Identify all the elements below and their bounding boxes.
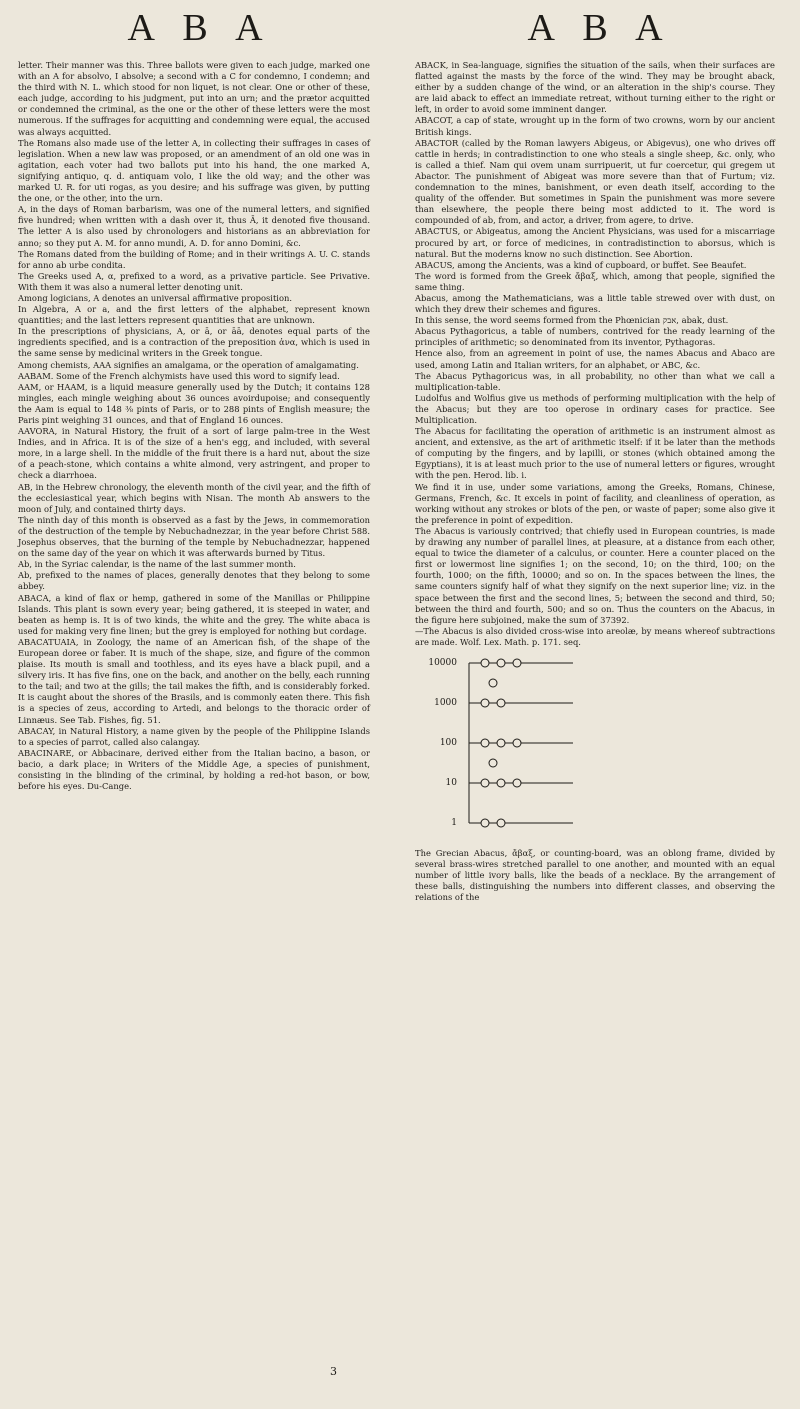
entry-paragraph: Ludolfus and Wolfius give us methods of performing multiplication with the help of the Abacus; but they are too operose in ordinary cases for practice. See Multiplication.	[415, 392, 775, 425]
entry-paragraph: AABAM. Some of the French alchymists have used this word to signify lead.	[18, 370, 340, 381]
abacus-counter	[481, 819, 489, 827]
entry-paragraph: The word is formed from the Greek ἄβαξ, which, among that people, signified the same thing.	[415, 270, 775, 292]
abacus-line-label: 1	[451, 817, 457, 828]
abacus-line-label: 1000	[434, 697, 457, 708]
entry-paragraph: AB, in the Hebrew chronology, the eleventh month of the civil year, and the fifth of the ecclesiastical year, which begins with Nisan. The month Ab answers to the moon of July, and contained thirty days.	[18, 481, 370, 514]
abacus-counter	[481, 779, 489, 787]
entry-paragraph: Hence also, from an agreement in point of use, the names Abacus and Abaco are used, among Latin and Italian writers, for an alphabet, or ABC, &c.	[415, 348, 775, 370]
entry-paragraph: letter. Their manner was this. Three ballots were given to each judge, marked one with an A for absolvo, I absolve; a second with a C for condemno, I condemn; and the third with N. L. which stood for non liquet, is not clear. One or other of these, each judge, according to his judgment, put into an urn; and the prætor acquitted or condemned the criminal, as the one or the other of these letters were the most numerous. If the suffrages for acquitting and condemning were equal, the accused was always acquitted.	[18, 60, 370, 137]
entry-paragraph: ABACOT, a cap of state, wrought up in the form of two crowns, worn by our ancient British kings.	[415, 115, 775, 137]
page-catchword: 3	[330, 1365, 337, 1378]
left-column	[18, 60, 370, 792]
entry-paragraph: The Abacus Pythagoricus was, in all probability, no other than what we call a multiplication-table.	[415, 370, 775, 392]
abacus-line-label: 10	[445, 777, 457, 788]
entry-paragraph: Ab, in the Syriac calendar, is the name of the last summer month.	[18, 559, 296, 570]
entry-paragraph: AAM, or HAAM, is a liquid measure generally used by the Dutch; it contains 128 mingles, each mingle weighing about 36 ounces avoirdupoise; and consequently the Aam is equal to 148 ⅜ pints of Paris, or to 288 pints of English measure; the Paris pint weighing 31 ounces, and that of England 16 ounces.	[18, 381, 370, 425]
abacus-counter	[481, 659, 489, 667]
abacus-figure	[415, 654, 775, 844]
entry-paragraph: —The Abacus is also divided cross-wise into areolæ, by means whereof subtractions are made. Wolf. Lex. Math. p. 171. seq.	[415, 625, 775, 647]
entry-paragraph: In this sense, the word seems formed from the Phœnician אבק, abak, dust.	[415, 315, 729, 326]
abacus-counter	[481, 739, 489, 747]
abacus-line-label: 10000	[428, 657, 457, 668]
entry-paragraph: A, in the days of Roman barbarism, was one of the numeral letters, and signified five hundred; when written with a dash over it, thus Ā, it denoted five thousand. The letter A is also used by chronologers and historians as an abbreviation for anno; so they put A. M. for anno mundi, A. D. for anno Domini, &c.	[18, 204, 370, 248]
entry-paragraph: ABACK, in Sea-language, signifies the situation of the sails, when their surfaces are flatted against the masts by the force of the wind. They may be brought aback, either by a sudden change of the wind, or an alteration in the ship's course. They are laid aback to effect an immediate retreat, without turning either to the right or left, in order to avoid some imminent danger.	[415, 60, 775, 115]
entry-paragraph: Ab, prefixed to the names of places, generally denotes that they belong to some abbey.	[18, 570, 370, 592]
entry-paragraph: Among chemists, AAA signifies an amalgama, or the operation of amalgamating.	[18, 359, 359, 370]
entry-paragraph: ABACAY, in Natural History, a name given by the people of the Philippine Islands to a species of parrot, called also calangay.	[18, 725, 370, 747]
abacus-counter	[513, 659, 521, 667]
entry-paragraph: The Abacus is variously contrived; that chiefly used in European countries, is made by drawing any number of parallel lines, at pleasure, at a distance from each other, equal to twice the diameter of a calculus, or counter. Here a counter placed on the first or lowermost line signifies 1; on the second, 10; on the third, 100; on the fourth, 1000; on the fifth, 10000; and so on. In the spaces between the lines, the same counters signify half of what they signify on the next superior line; viz. in the space between the first and the second lines, 5; between the second and third, 50; between the third and fourth, 500; and so on. Thus the counters on the Abacus, in the figure here subjoined, make the sum of 37392.	[415, 525, 775, 625]
entry-paragraph: In the prescriptions of physicians, A, or ā, or āā, denotes equal parts of the ingredients specified, and is a contraction of the preposition ἀνα, which is used in the same sense by medicinal writers in the Greek tongue.	[18, 326, 370, 359]
entry-paragraph: ABACATUAIA, in Zoology, the name of an American fish, of the shape of the European doree or faber. It is much of the shape, size, and figure of the common plaise. Its mouth is small and toothless, and its eyes have a black pupil, and a silvery iris. It has five fins, one on the back, and another on the belly, each running to the tail; and two at the gills; the tail makes the fifth, and is considerably forked. It is caught about the shores of the Brasils, and is commonly eaten there. This fish is a species of zeus, according to Artedi, and belongs to the thoracic order of Linnæus. See Tab. Fishes, fig. 51.	[18, 636, 370, 725]
entry-paragraph: Abacus, among the Mathematicians, was a little table strewed over with dust, on which they drew their schemes and figures.	[415, 292, 775, 315]
entry-paragraph: ABACTOR (called by the Roman lawyers Abigeus, or Abigevus), one who drives off cattle in herds; in contradistinction to one who steals a single sheep, &c. only, who is called a thief. Nam qui ovem unam surripuerit, ut fur coercetur, qui gregem ut Abactor. The punishment of Abigeat was more severe than that of Furtum; viz. condemnation to the mines, banishment, or even death itself, according to the quality of the offender. But sometimes in Spain the punishment was more severe than elsewhere, the people there being most addicted to it. The word is compounded of ab, from, and actor, a driver, from agere, to drive.	[415, 137, 775, 226]
entry-paragraph: We find it in use, under some variations, among the Greeks, Romans, Chinese, Germans, French, &c. It excels in point of facility, and cleanliness of operation, as working without any strokes or blots of the pen, or waste of paper; some also give it the preference in point of expedition.	[415, 481, 775, 525]
running-head-right: A B A	[527, 7, 673, 49]
abacus-counter	[497, 699, 505, 707]
entry-paragraph: Among logicians, A denotes an universal affirmative proposition.	[18, 292, 293, 303]
entry-paragraph: The Romans also made use of the letter A, in collecting their suffrages in cases of legislation. When a new law was proposed, or an amendment of an old one was in agitation, each voter had two ballots put into his hand, the one marked A, signifying antiquo, q. d. antiquam volo, I like the old way; and the other was marked U. R. for uti rogas, as you desire; and his suffrage was given, by putting the one, or the other, into the urn.	[18, 137, 370, 204]
entry-paragraph: The Grecian Abacus, ἄβαξ, or counting-board, was an oblong frame, divided by several brass-wires stretched parallel to one another, and mounted with an equal number of little ivory balls, like the beads of a necklace. By the arrangement of these balls, distinguishing the numbers into different classes, and observing the relations of the	[415, 847, 775, 903]
abacus-line-label: 100	[439, 737, 457, 748]
abacus-counter	[513, 779, 521, 787]
abacus-counter	[497, 819, 505, 827]
entry-paragraph: ABACA, a kind of flax or hemp, gathered in some of the Manillas or Philippine Islands. This plant is sown every year; being gathered, it is steeped in water, and beaten as hemp is. It is of two kinds, the white and the grey. The white abaca is used for making very fine linen; but the grey is employed for nothing but cordage.	[18, 592, 370, 636]
abacus-counter	[481, 699, 489, 707]
abacus-counter	[497, 779, 505, 787]
abacus-drawing	[463, 654, 583, 844]
abacus-space-counter	[489, 759, 497, 767]
running-head-left: A B A	[127, 7, 273, 49]
entry-paragraph: Abacus Pythagoricus, a table of numbers, contrived for the ready learning of the principles of arithmetic; so denominated from its inventor, Pythagoras.	[415, 326, 775, 348]
abacus-space-counter	[489, 679, 497, 687]
abacus-counter	[497, 659, 505, 667]
entry-paragraph: The ninth day of this month is observed as a fast by the Jews, in commemoration of the destruction of the temple by Nebuchadnezzar, in the year before Christ 588. Josephus observes, that the burning of the temple by Nebuchadnezzar, happened on the same day of the year on which it was afterwards burned by Titus.	[18, 514, 370, 559]
entry-paragraph: The Abacus for facilitating the operation of arithmetic is an instrument almost as ancient, and extensive, as the art of arithmetic itself: if it be later than the methods of computing by the fingers, and by lapilli, or stones (which obtained among the Egyptians), it is at least much prior to the use of numeral letters or figures, wrought with the pen. Herod. lib. i.	[415, 426, 775, 481]
entry-paragraph: AAVORA, in Natural History, the fruit of a sort of large palm-tree in the West Indies, and in Africa. It is of the size of a hen's egg, and included, with several more, in a large shell. In the middle of the fruit there is a hard nut, about the size of a peach-stone, which contains a white almond, very astringent, and proper to check a diarrhoea.	[18, 426, 370, 481]
abacus-counter	[497, 739, 505, 747]
entry-paragraph: ABACINARE, or Abbacinare, derived either from the Italian bacino, a bason, or bacio, a dark place; in Writers of the Middle Age, a species of punishment, consisting in the blinding of the criminal, by holding a red-hot bason, or bow, before his eyes. Du-Cange.	[18, 747, 370, 792]
entry-paragraph: The Romans dated from the building of Rome; and in their writings A. U. C. stands for anno ab urbe condita.	[18, 248, 370, 270]
entry-paragraph: The Greeks used A, α, prefixed to a word, as a privative particle. See Privative. With them it was also a numeral letter denoting unit.	[18, 270, 370, 292]
entry-paragraph: In Algebra, A or a, and the first letters of the alphabet, represent known quantities; and the last letters represent quantities that are unknown.	[18, 304, 370, 326]
right-column	[415, 60, 775, 903]
abacus-counter	[513, 739, 521, 747]
entry-paragraph: ABACTUS, or Abigeatus, among the Ancient Physicians, was used for a miscarriage procured by art, or force of medicines, in contradistinction to aborsus, which is natural. But the moderns know no such distinction. See Abortion.	[415, 226, 775, 259]
entry-paragraph: ABACUS, among the Ancients, was a kind of cupboard, or buffet. See Beaufet.	[415, 259, 747, 270]
